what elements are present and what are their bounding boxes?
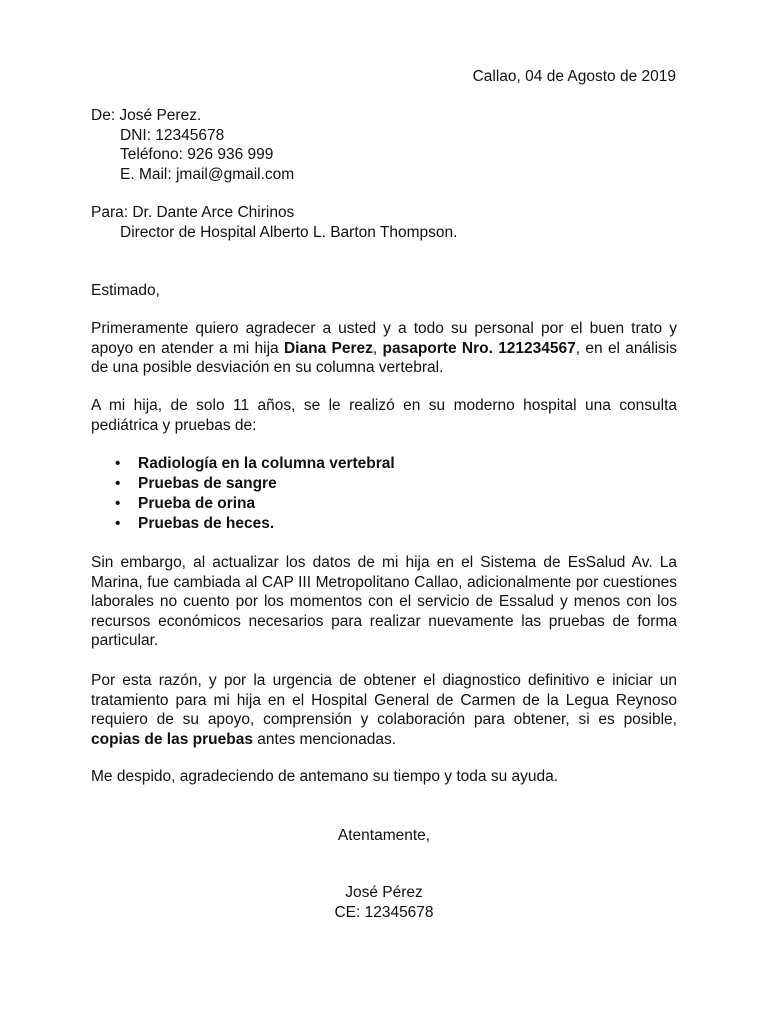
bullet-icon: • [115,515,121,532]
patient-name: Diana Perez [283,339,373,357]
paragraph-tests-intro: A mi hija, de solo 11 años, se le realizó en su moderno hospital una consulta pediátrica y pruebas de: [91,397,677,434]
tests-list [91,454,395,534]
sender-email: E. Mail: jmail@gmail.com [120,165,295,183]
bullet-icon: • [115,495,121,512]
list-item: • Radiología en la columna vertebral [115,455,395,472]
paragraph-thanks [91,319,677,378]
sender-block [91,106,677,184]
paragraph-farewell: Me despido, agradeciendo de antemano su tiempo y toda su ayuda. [91,768,559,785]
sender-phone: Teléfono: 926 936 999 [120,146,274,163]
list-item: • Prueba de orina [115,495,256,512]
signature-id: CE: 12345678 [334,904,434,921]
paragraph-thanks-text-a: Primeramente quiero agradecer a usted y a todo su personal por el buen trato y apoyo en atender a mi hija [91,320,677,357]
letter-date: Callao, 04 de Agosto de 2019 [472,68,676,85]
list-item: • Pruebas de heces. [115,515,275,532]
paragraph-thanks-comma: , [372,339,383,357]
recipient-name: Para: Dr. Dante Arce Chirinos [91,204,295,221]
bullet-icon: • [115,455,121,472]
greeting: Estimado, [91,282,160,299]
requested-copies: copias de las pruebas [91,730,253,748]
paragraph-request-text-b: antes mencionadas. [252,730,397,748]
recipient-block [91,203,677,242]
closing: Atentamente, [337,827,431,844]
recipient-position: Director de Hospital Alberto L. Barton Thompson. [120,223,458,241]
paragraph-situation: Sin embargo, al actualizar los datos de mi hija en el Sistema de EsSalud Av. La Marina, fue cambiada al CAP III Metropolitano Callao, adicionalmente por cuestiones laborales no cuento por los momentos con el servicio de Essalud y menos con los recursos económicos necesarios para realizar nuevamente las pruebas de forma particular. [91,554,677,649]
paragraph-request [91,671,677,749]
passport-number: pasaporte Nro. 121234567 [382,339,576,357]
bullet-icon: • [115,475,121,492]
paragraph-thanks-text-b: , en el análisis de una posible desviación en su columna vertebral. [91,339,677,376]
paragraph-request-text-a: Por esta razón, y por la urgencia de obtener el diagnostico definitivo e iniciar un tratamiento para mi hija en el Hospital General de Carmen de la Legua Reynoso requiero de su apoyo, comprensión y colaboración para obtener, si es posible, [91,672,677,728]
list-item: • Pruebas de sangre [115,475,277,492]
sender-dni: DNI: 12345678 [120,126,225,144]
sender-name: De: José Perez. [91,107,202,124]
signature-name: José Pérez [345,884,423,901]
